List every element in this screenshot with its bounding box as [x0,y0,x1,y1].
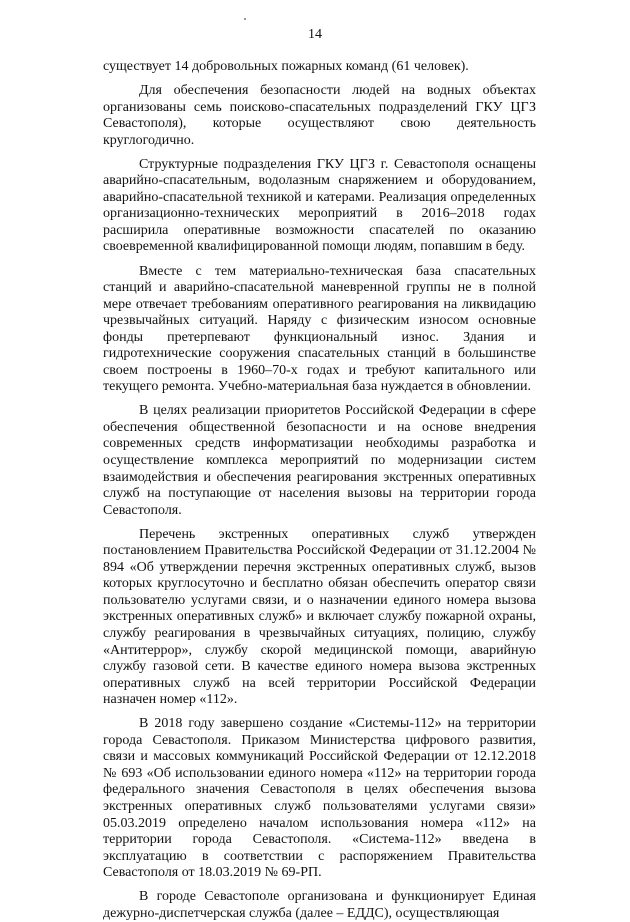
document-body [103,59,536,922]
scan-speck [244,18,246,20]
paragraph-3: Структурные подразделения ГКУ ЦГЗ г. Севастополя оснащены аварийно-спасательным, водолазным снаряжением и оборудованием, аварийно-спасательной техникой и катерами. Реализация определенных организационно-технических мероприятий в 2016–2018 годах расширила оперативные возможности спасателей по оказанию своевременной квалифицированной помощи людям, попавшим в беду. [103,156,536,255]
paragraph-2: Для обеспечения безопасности людей на водных объектах организованы семь поисково-спасательных подразделений ГКУ ЦГЗ Севастополя), которые осуществляют свою деятельность круглогодично. [103,83,536,148]
paragraph-8: В городе Севастополе организована и функционирует Единая дежурно-диспетчерская служба (далее – ЕДДС), осуществляющая [103,889,536,921]
paragraph-7: В 2018 году завершено создание «Системы-112» на территории города Севастополя. Приказом Министерства цифрового развития, связи и массовых коммуникаций Российской Федерации от 12.12.2018 № 693 «Об использовании единого номера «112» на территории города федерального значения Севастополя в целях обеспечения вызова экстренных оперативных служб пользователями услугами связи» 05.03.2019 определено началом использования номера «112» на территории города Севастополя. «Система-112» введена в эксплуатацию в соответствии с распоряжением Правительства Севастополя от 18.03.2019 № 69-РП. [103,716,536,881]
paragraph-1: существует 14 добровольных пожарных команд (61 человек). [103,59,469,74]
paragraph-6: Перечень экстренных оперативных служб утвержден постановлением Правительства Российской Федерации от 31.12.2004 № 894 «Об утверждении перечня экстренных оперативных служб, вызов которых круглосуточно и бесплатно обязан обеспечить оператор связи пользователю услугами связи, и о назначении единого номера вызова экстренных оперативных служб» и включает службу пожарной охраны, службу реагирования в чрезвычайных ситуациях, полицию, службу «Антитеррор», службу скорой медицинской помощи, аварийную службу газовой сети. В качестве единого номера вызова экстренных оперативных служб на всей территории Российской Федерации назначен номер «112». [103,526,536,708]
paragraph-4: Вместе с тем материально-техническая база спасательных станций и аварийно-спасательной маневренной группы не в полной мере отвечает требованиям оперативного реагирования на ликвидацию чрезвычайных ситуаций. Наряду с физическим износом основные фонды претерпевают функциональный износ. Здания и гидротехнические сооружения спасательных станций в большинстве своем построены в 1960–70-х годах и требуют капитального или текущего ремонта. Учебно-материальная база нуждается в обновлении. [103,263,536,395]
paragraph-5: В целях реализации приоритетов Российской Федерации в сфере обеспечения общественной безопасности и на основе внедрения современных средств информатизации необходимы разработка и осуществление комплекса мероприятий по модернизации систем взаимодействия и обеспечения реагирования экстренных оперативных служб на поступающие от населения вызовы на территории города Севастополя. [103,403,536,518]
page-number: 14 [308,27,322,42]
